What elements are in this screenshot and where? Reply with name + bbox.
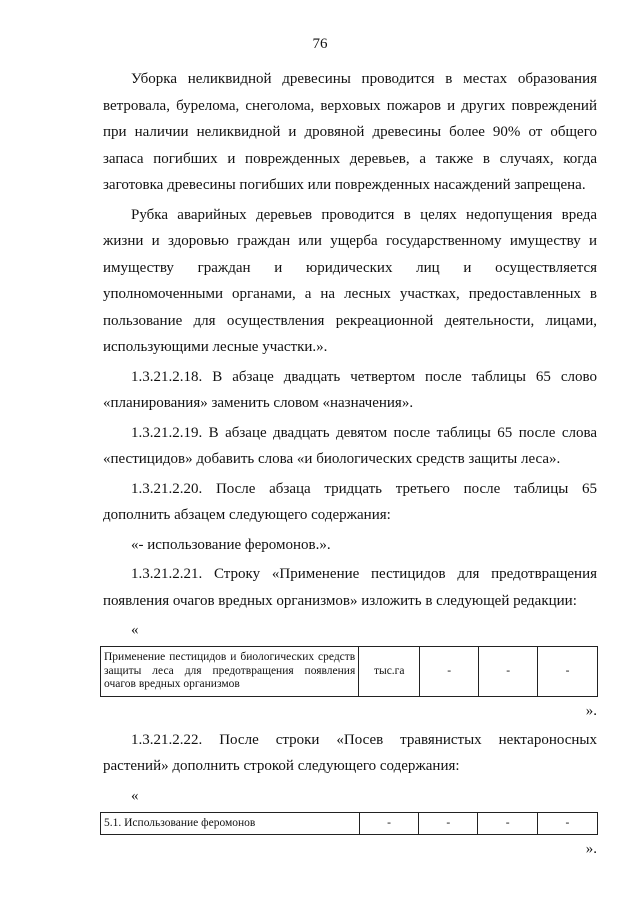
amendment-table-pesticides	[100, 646, 598, 697]
quote-open-mark: «	[131, 787, 139, 804]
document-body	[103, 66, 597, 859]
quote-close-mark: ».	[585, 702, 597, 719]
table-cell-value: -	[420, 647, 479, 697]
paragraph-amendment-22: 1.3.21.2.22. После строки «Посев травянистых нектароносных растений» дополнить строкой следующего содержания:	[103, 731, 597, 774]
paragraph-amendment-18: 1.3.21.2.18. В абзаце двадцать четвертом после таблицы 65 слово «планирования» заменить словом «назначения».	[103, 368, 597, 411]
table-cell-value: -	[359, 812, 418, 835]
table-row	[101, 812, 598, 835]
quote-open-mark: «	[131, 622, 139, 638]
table-cell-value: -	[479, 647, 538, 697]
paragraph-amendment-21: 1.3.21.2.21. Строку «Применение пестицидов для предотвращения появления очагов вредных организмов» изложить в следующей редакции:	[103, 566, 597, 609]
paragraph-amendment-19: 1.3.21.2.19. В абзаце двадцать девятом после таблицы 65 после слова «пестицидов» добавить слова «и биологических средств защиты леса».	[103, 424, 597, 467]
table-cell-unit: тыс.га	[359, 647, 420, 697]
paragraph-amendment-20: 1.3.21.2.20. После абзаца тридцать третьего после таблицы 65 дополнить абзацем следующего содержания:	[103, 480, 597, 523]
table-cell-value: -	[419, 812, 478, 835]
paragraph-emergency-trees: Рубка аварийных деревьев проводится в целях недопущения вреда жизни и здоровью граждан или ущерба государственному имуществу и имуществу граждан и юридических лиц и осуществляется уполномоченными органами, а на лесных участках, предоставленных в пользование для осуществления рекреационной деятельности, лицами, использующими лесные участки.».	[103, 206, 597, 355]
table-cell-value: -	[538, 647, 598, 697]
paragraph-deadwood-removal: Уборка неликвидной древесины проводится в местах образования ветровала, бурелома, снеголома, верховых пожаров и других повреждений при наличии неликвидной и дровяной древесины более 90% от общего запаса погибших и поврежденных деревьев, а также в случаях, когда заготовка древесины погибших или поврежденных насаждений запрещена.	[103, 71, 597, 193]
page-number: 76	[312, 36, 328, 52]
table-cell-name: Применение пестицидов и биологических средств защиты леса для предотвращения появления очагов вредных организмов	[101, 647, 359, 697]
quote-close-mark: ».	[585, 841, 597, 857]
table-cell-name: 5.1. Использование феромонов	[101, 812, 360, 835]
paragraph-pheromones-item: «- использование феромонов.».	[131, 536, 331, 553]
amendment-table-pheromones	[100, 812, 598, 836]
table-cell-value: -	[537, 812, 597, 835]
table-row	[101, 647, 598, 697]
table-cell-value: -	[478, 812, 537, 835]
